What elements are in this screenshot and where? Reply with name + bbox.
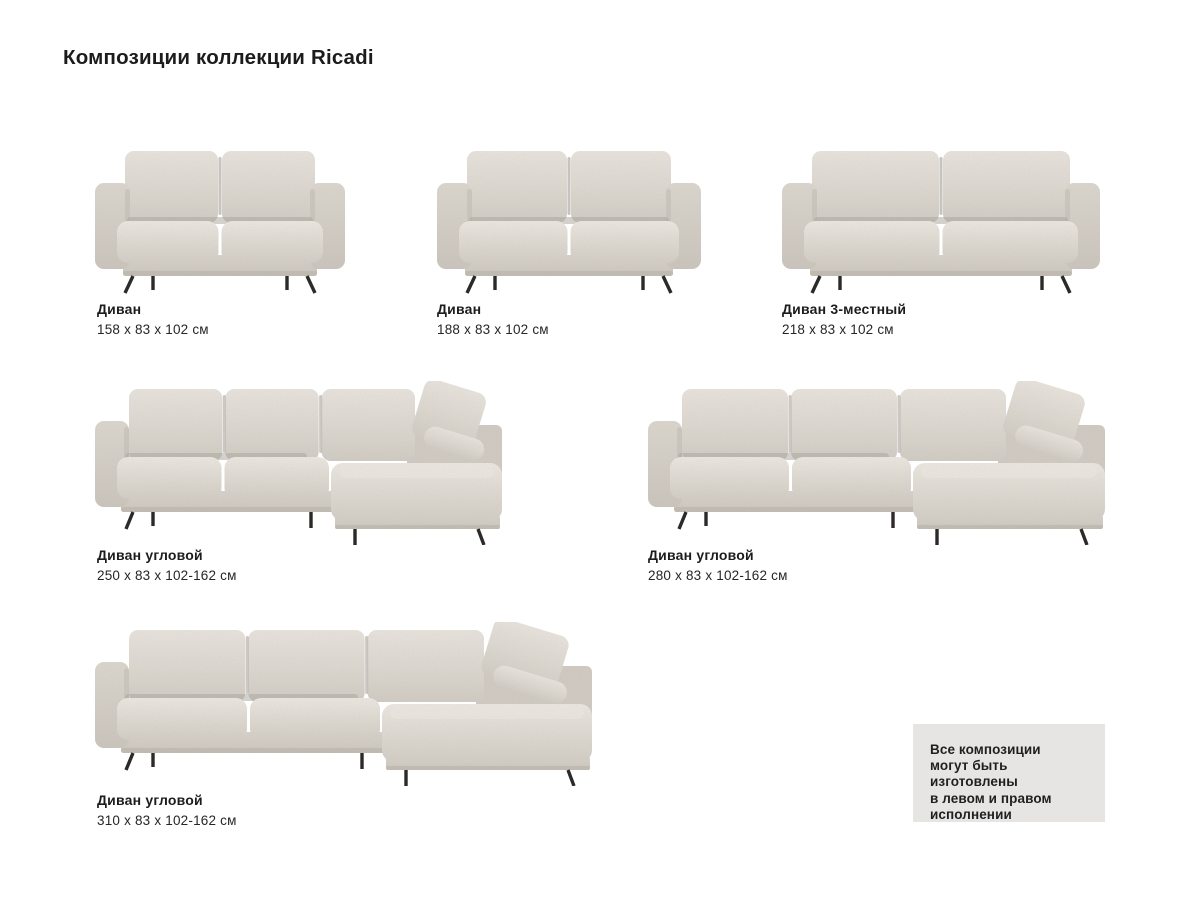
note-box: [913, 724, 1105, 822]
product-dimensions: 188 x 83 x 102 см: [437, 322, 549, 337]
product-dimensions: 280 x 83 x 102-162 см: [648, 568, 788, 583]
product-label: [97, 792, 237, 828]
sofa-illustration: [95, 381, 510, 545]
product-image: [648, 381, 1113, 545]
product-image: [437, 145, 701, 295]
product-label: [97, 301, 209, 337]
product-dimensions: 250 x 83 x 102-162 см: [97, 568, 237, 583]
product-label: [648, 547, 788, 583]
page-title: Композиции коллекции Ricadi: [63, 46, 374, 69]
product-name: Диван угловой: [97, 547, 203, 563]
note-line: могут быть изготовлены: [930, 758, 1018, 790]
product-label: [782, 301, 906, 337]
product-dimensions: 218 x 83 x 102 см: [782, 322, 894, 337]
note-line: исполнении: [930, 806, 1012, 822]
product-label: [97, 547, 237, 583]
sofa-illustration: [437, 145, 701, 295]
sofa-illustration: [95, 622, 600, 786]
product-name: Диван: [97, 301, 142, 317]
sofa-illustration: [95, 145, 345, 295]
note-line: Все композиции: [930, 742, 1041, 757]
note-line: в левом и правом: [930, 790, 1052, 806]
product-image: [95, 622, 600, 786]
product-name: Диван: [437, 301, 482, 317]
product-name: Диван 3-местный: [782, 301, 907, 317]
product-image: [782, 145, 1100, 295]
sofa-illustration: [782, 145, 1100, 295]
product-name: Диван угловой: [648, 547, 754, 563]
product-image: [95, 145, 345, 295]
product-dimensions: 158 x 83 x 102 см: [97, 322, 209, 337]
sofa-illustration: [648, 381, 1113, 545]
product-label: [437, 301, 549, 337]
product-image: [95, 381, 510, 545]
product-dimensions: 310 x 83 x 102-162 см: [97, 813, 237, 828]
product-name: Диван угловой: [97, 792, 203, 808]
